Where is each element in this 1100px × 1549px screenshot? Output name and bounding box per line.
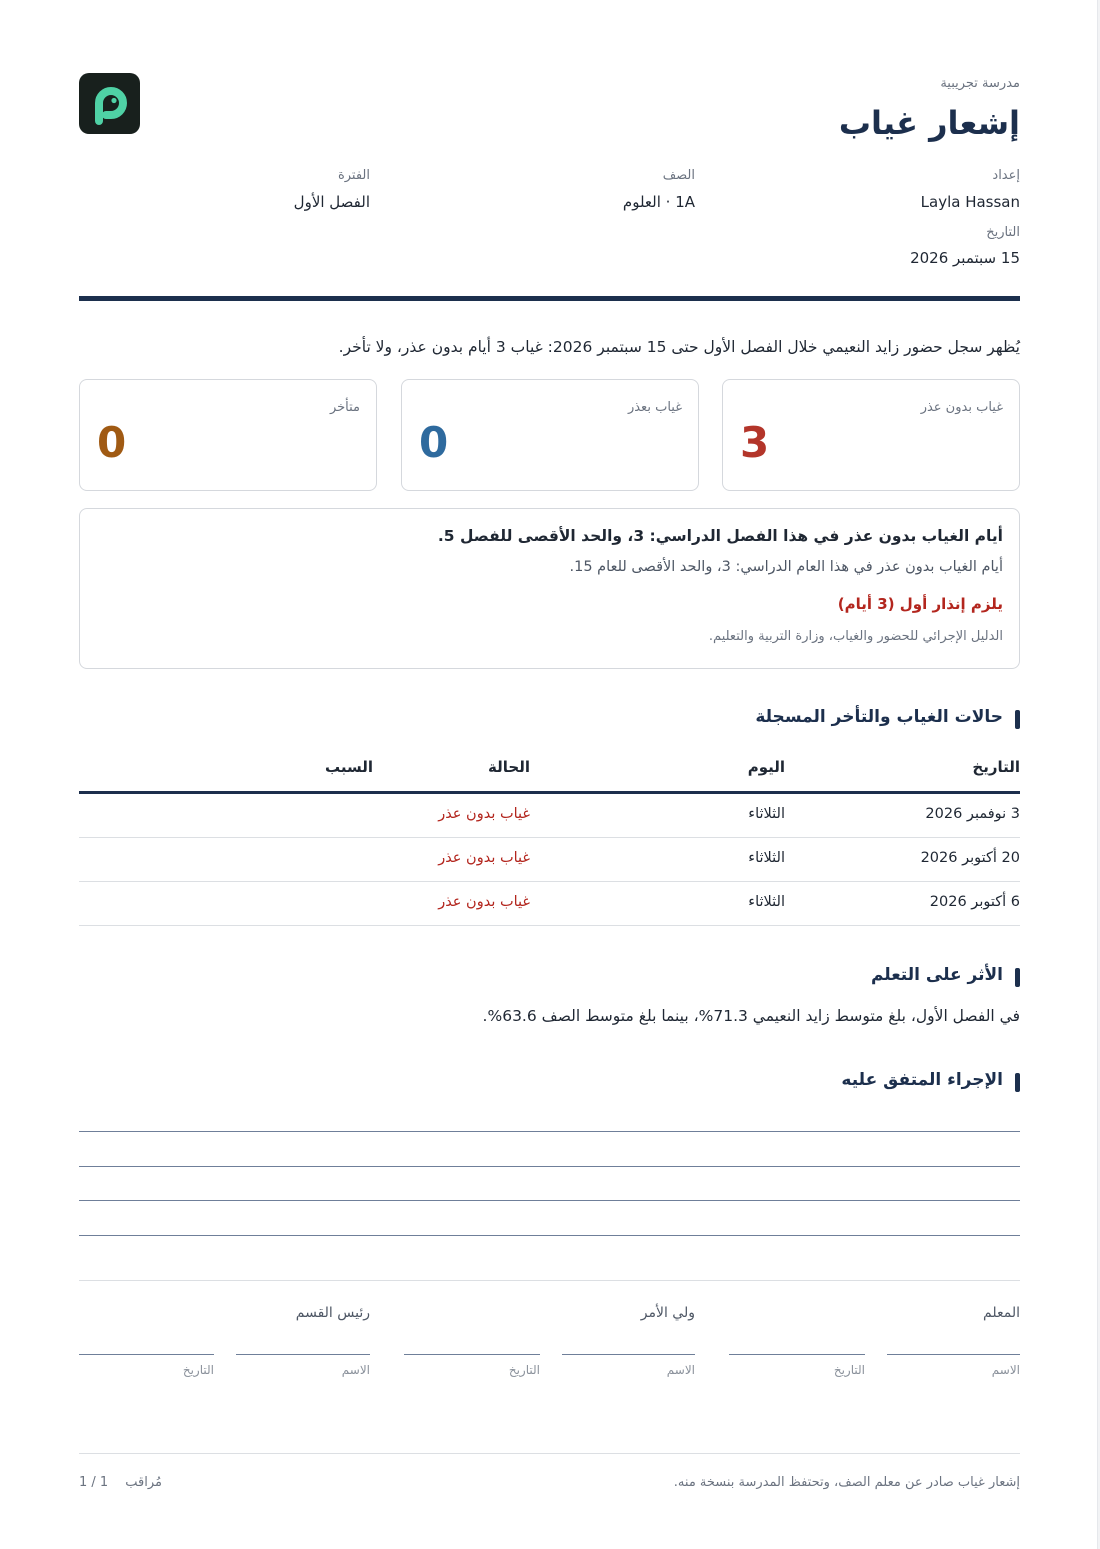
date-label: التاريخ xyxy=(986,225,1020,240)
school-name: مدرسة تجريبية xyxy=(940,76,1020,91)
signature-role-guardian: ولي الأمر xyxy=(640,1305,695,1321)
row-status: غياب بدون عذر xyxy=(438,806,530,822)
date-value: 15 سبتمبر 2026 xyxy=(910,249,1020,267)
footer-divider xyxy=(79,1453,1020,1454)
row-status: غياب بدون عذر xyxy=(438,850,530,866)
signature-name-line xyxy=(562,1354,695,1355)
section-divider xyxy=(79,1280,1020,1281)
row-date: 20 أكتوبر 2026 xyxy=(920,850,1020,866)
year-limit-line: أيام الغياب بدون عذر في هذا العام الدراسي: 3، والحد الأقصى للعام 15. xyxy=(569,559,1003,575)
writing-line xyxy=(79,1166,1020,1167)
signature-role-head: رئيس القسم xyxy=(295,1305,370,1321)
table-row xyxy=(79,838,1020,882)
policy-source: الدليل الإجرائي للحضور والغياب، وزارة التربية والتعليم. xyxy=(708,629,1003,644)
absence-limits-box xyxy=(79,508,1020,669)
signature-date-line xyxy=(404,1354,540,1355)
prepared-label: إعداد xyxy=(992,168,1020,183)
column-header-reason: السبب xyxy=(324,758,373,776)
class-label: الصف xyxy=(662,168,695,183)
column-header-day: اليوم xyxy=(747,758,785,776)
row-day: الثلاثاء xyxy=(748,850,785,866)
writing-line xyxy=(79,1131,1020,1132)
header-divider xyxy=(79,296,1020,301)
signature-name-line xyxy=(236,1354,370,1355)
signature-name-caption: الاسم xyxy=(991,1363,1020,1377)
row-date: 6 أكتوبر 2026 xyxy=(929,894,1020,910)
footer-note: إشعار غياب صادر عن معلم الصف، وتحتفظ المدرسة بنسخة منه. xyxy=(673,1475,1020,1490)
stat-value: 0 xyxy=(419,418,449,467)
stat-label: غياب بعذر xyxy=(627,400,682,415)
writing-line xyxy=(79,1200,1020,1201)
table-row xyxy=(79,794,1020,838)
row-date: 3 نوفمبر 2026 xyxy=(925,806,1020,822)
row-day: الثلاثاء xyxy=(748,894,785,910)
signature-name-caption: الاسم xyxy=(341,1363,370,1377)
column-header-date: التاريخ xyxy=(972,758,1020,776)
stat-value: 3 xyxy=(740,418,770,467)
footer-status: مُراقب xyxy=(125,1475,162,1490)
class-value: 1A · العلوم xyxy=(622,193,695,211)
attendance-summary: يُظهر سجل حضور زايد النعيمي خلال الفصل الأول حتى 15 سبتمبر 2026: غياب 3 أيام بدون عذر، ولا تأخر. xyxy=(338,338,1020,356)
row-status: غياب بدون عذر xyxy=(438,894,530,910)
signature-name-caption: الاسم xyxy=(666,1363,695,1377)
signature-role-teacher: المعلم xyxy=(983,1305,1020,1321)
prepared-value: Layla Hassan xyxy=(920,193,1020,211)
row-day: الثلاثاء xyxy=(748,806,785,822)
term-label: الفترة xyxy=(337,168,370,183)
writing-line xyxy=(79,1235,1020,1236)
stat-card-excused xyxy=(401,379,699,491)
signature-date-line xyxy=(79,1354,214,1355)
term-limit-line: أيام الغياب بدون عذر في هذا الفصل الدراسي: 3، والحد الأقصى للفصل 5. xyxy=(437,527,1003,545)
stat-label: غياب بدون عذر xyxy=(920,400,1003,415)
signature-date-caption: التاريخ xyxy=(508,1363,540,1377)
term-value: الفصل الأول xyxy=(293,193,370,211)
impact-heading: الأثر على التعلم xyxy=(871,965,1020,985)
paw-logo-icon xyxy=(79,73,140,134)
warning-required: يلزم إنذار أول (3 أيام) xyxy=(837,595,1003,613)
records-heading: حالات الغياب والتأخر المسجلة xyxy=(755,707,1020,727)
stat-card-late xyxy=(79,379,377,491)
stat-value: 0 xyxy=(97,418,127,467)
column-header-status: الحالة xyxy=(488,758,530,776)
impact-text: في الفصل الأول، بلغ متوسط زايد النعيمي 71.3%، بينما بلغ متوسط الصف 63.6%. xyxy=(482,1007,1020,1025)
signature-date-caption: التاريخ xyxy=(182,1363,214,1377)
page-title: إشعار غياب xyxy=(838,104,1020,142)
signature-date-line xyxy=(729,1354,865,1355)
action-heading: الإجراء المتفق عليه xyxy=(841,1070,1020,1090)
stat-card-unexcused xyxy=(722,379,1020,491)
table-row xyxy=(79,882,1020,926)
signature-name-line xyxy=(887,1354,1020,1355)
signature-date-caption: التاريخ xyxy=(833,1363,865,1377)
notice-content xyxy=(79,0,1020,1549)
page-number: 1 / 1 xyxy=(79,1475,109,1490)
stat-label: متأخر xyxy=(329,400,360,415)
